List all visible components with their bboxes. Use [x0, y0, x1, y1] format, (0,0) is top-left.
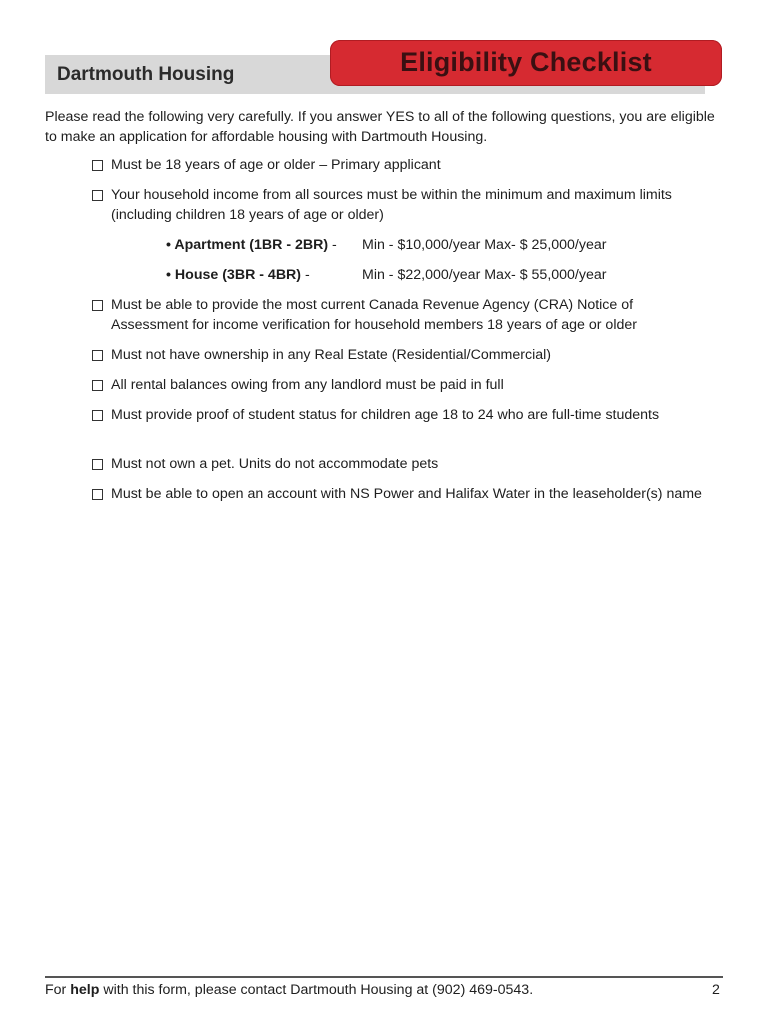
page-number: 2 [712, 982, 720, 998]
checklist-item [92, 186, 712, 225]
income-range-values: Min - $22,000/year Max- $ 55,000/year [362, 267, 607, 283]
income-range-separator: - [328, 237, 337, 253]
footer-divider [45, 976, 723, 978]
income-range-label: • Apartment (1BR - 2BR) [166, 237, 329, 253]
footer-help-text [45, 982, 533, 998]
checkbox-icon[interactable] [92, 300, 103, 311]
income-range-separator: - [301, 267, 310, 283]
checklist-item [92, 346, 712, 366]
income-range-label: • House (3BR - 4BR) [166, 267, 302, 283]
checklist-item-text: Must provide proof of student status for children age 18 to 24 who are full-time students [111, 407, 660, 423]
checklist-item [92, 296, 712, 335]
checklist-item-text: Your household income from all sources must be within the minimum and maximum limits (including children 18 years of age or older) [111, 187, 672, 223]
income-range-row [166, 266, 607, 286]
checklist-item-text: Must be able to provide the most current Canada Revenue Agency (CRA) Notice of Assessment for income verification for household members 18 years of age or older [111, 297, 637, 333]
checkbox-icon[interactable] [92, 350, 103, 361]
checklist-item-text: Must not have ownership in any Real Estate (Residential/Commercial) [111, 347, 552, 363]
checkbox-icon[interactable] [92, 489, 103, 500]
checklist-item-text: All rental balances owing from any landlord must be paid in full [111, 377, 504, 393]
footer-help-word: help [70, 982, 100, 998]
checklist-item-text: Must not own a pet. Units do not accommodate pets [111, 456, 439, 472]
checkbox-icon[interactable] [92, 410, 103, 421]
checklist-item [92, 485, 712, 505]
income-range-row [166, 236, 607, 256]
checkbox-icon[interactable] [92, 190, 103, 201]
checklist-item-text: Must be able to open an account with NS Power and Halifax Water in the leaseholder(s) name [111, 486, 702, 502]
organization-name: Dartmouth Housing [57, 64, 235, 85]
footer-prefix: For [45, 982, 71, 998]
checkbox-icon[interactable] [92, 459, 103, 470]
checklist-item [92, 156, 712, 176]
intro-paragraph: Please read the following very carefully. If you answer YES to all of the following questions, you are eligible to make an application for affordable housing with Dartmouth Housing. [45, 109, 715, 145]
footer-contact: with this form, please contact Dartmouth Housing at (902) 469-0543. [99, 982, 534, 998]
checklist-item [92, 406, 712, 426]
checklist-item [92, 455, 712, 475]
page-title: Eligibility Checklist [400, 47, 652, 77]
checkbox-icon[interactable] [92, 160, 103, 171]
checkbox-icon[interactable] [92, 380, 103, 391]
income-range-values: Min - $10,000/year Max- $ 25,000/year [362, 237, 607, 253]
checklist-item [92, 376, 712, 396]
checklist-item-text: Must be 18 years of age or older – Primary applicant [111, 157, 441, 173]
